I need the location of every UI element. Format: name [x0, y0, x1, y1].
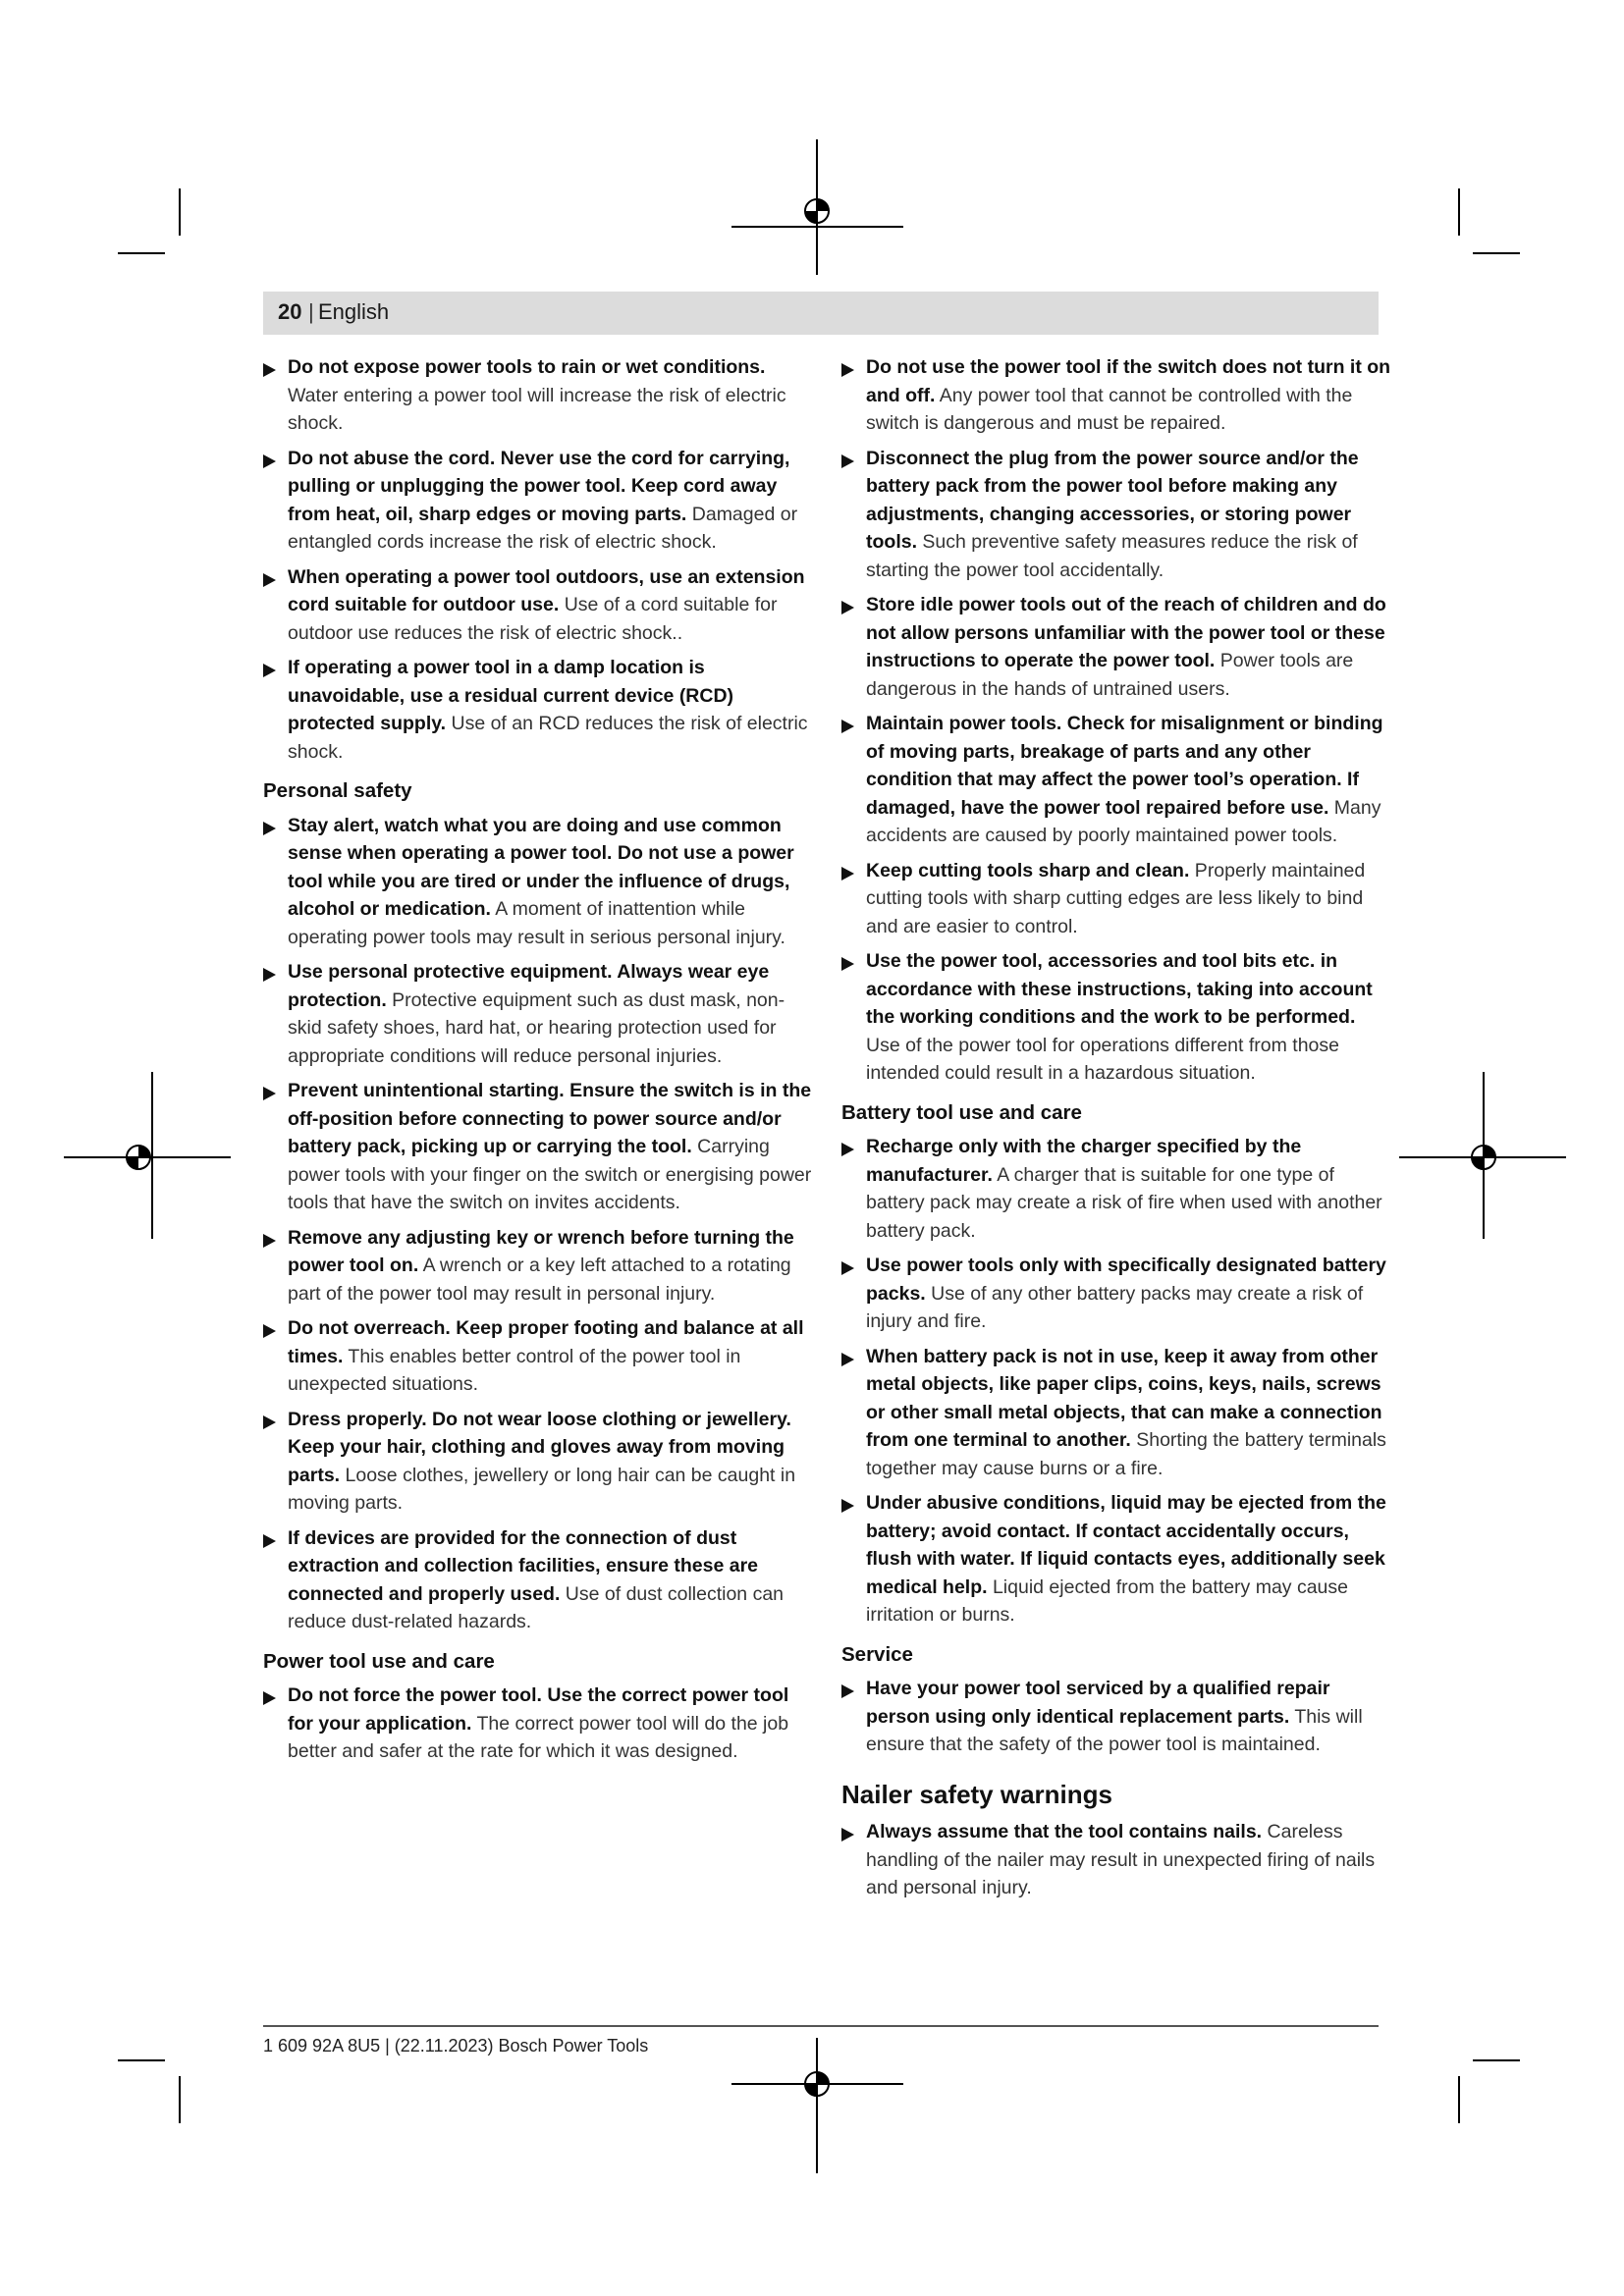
list-item	[841, 710, 1391, 850]
registration-mark-icon	[122, 1141, 155, 1174]
item-body-text: Use of dust collection can reduce dust-related hazards.	[288, 1582, 785, 1632]
item-body-text: Use of the power tool for operations different from those intended could result in a hazardous situation.	[866, 1034, 1339, 1084]
safety-list	[841, 353, 1391, 1088]
item-body-text: Any power tool that cannot be controlled with the switch is dangerous and must be repaired.	[866, 384, 1353, 434]
left-column	[263, 353, 813, 1773]
list-item	[841, 1133, 1391, 1245]
item-lead-text: Maintain power tools. Check for misalignment or binding of moving parts, breakage of parts and any other condition that may affect the power tool’s operation. If damaged, have the power tool repaired before use.	[866, 713, 1383, 819]
item-lead-text: When battery pack is not in use, keep it away from other metal objects, like paper clips, coins, keys, nails, screws or other small metal objects, that can make a connection from one terminal to another.	[866, 1345, 1382, 1451]
item-body-text: Many accidents are caused by poorly maintained power tools.	[866, 796, 1381, 846]
item-body-text: This enables better control of the power tool in unexpected situations.	[288, 1345, 741, 1395]
list-item	[263, 812, 813, 952]
item-lead-text: Use personal protective equipment. Always wear eye protection.	[288, 961, 770, 1011]
list-item	[263, 1224, 813, 1308]
item-lead-text: Recharge only with the charger specified by the manufacturer.	[866, 1136, 1302, 1186]
item-lead-text: Always assume that the tool contains nails.	[866, 1821, 1263, 1842]
page-header	[263, 292, 1379, 335]
section-heading-personal-safety: Personal safety	[263, 779, 412, 802]
item-body-text: Properly maintained cutting tools with sharp cutting edges are less likely to bind and are easier to control.	[866, 859, 1366, 937]
item-lead-text: Prevent unintentional starting. Ensure the switch is in the off-position before connecting to power source and/or battery pack, picking up or carrying the tool.	[288, 1080, 812, 1157]
registration-mark-icon	[800, 2067, 834, 2101]
section-heading-service: Service	[841, 1642, 913, 1666]
bullet-triangle-icon	[263, 454, 276, 468]
item-lead-text: Use power tools only with specifically designated battery packs.	[866, 1255, 1386, 1305]
bullet-triangle-icon	[841, 1499, 854, 1513]
section-heading-battery: Battery tool use and care	[841, 1100, 1082, 1124]
bullet-triangle-icon	[841, 1143, 854, 1156]
bullet-triangle-icon	[841, 867, 854, 881]
bullet-triangle-icon	[841, 1261, 854, 1275]
list-item	[841, 1252, 1391, 1336]
page-number: 20	[278, 299, 302, 324]
crop-mark	[118, 252, 165, 254]
crop-mark	[118, 2059, 165, 2061]
safety-list	[263, 1682, 813, 1766]
crop-mark	[1458, 188, 1460, 236]
item-body-text: Water entering a power tool will increase the risk of electric shock.	[288, 384, 786, 434]
item-lead-text: Dress properly. Do not wear loose clothing or jewellery. Keep your hair, clothing and gloves away from moving parts.	[288, 1408, 791, 1486]
list-item	[841, 591, 1391, 703]
safety-list	[263, 812, 813, 1636]
item-lead-text: Do not use the power tool if the switch does not turn it on and off.	[866, 356, 1391, 406]
bullet-triangle-icon	[841, 1684, 854, 1698]
safety-list	[841, 1818, 1391, 1902]
item-lead-text: Do not abuse the cord. Never use the cord for carrying, pulling or unplugging the power tool. Keep cord away from heat, oil, sharp edges or moving parts.	[288, 447, 790, 525]
bullet-triangle-icon	[263, 1415, 276, 1429]
list-item	[263, 353, 813, 438]
bullet-triangle-icon	[841, 454, 854, 468]
item-lead-text: Have your power tool serviced by a qualified repair person using only identical replacement parts.	[866, 1678, 1330, 1728]
list-item	[263, 1524, 813, 1636]
crop-mark	[1473, 2059, 1520, 2061]
bullet-triangle-icon	[841, 363, 854, 377]
crop-mark	[816, 2038, 818, 2173]
list-item	[263, 1406, 813, 1518]
list-item	[841, 1675, 1391, 1759]
bullet-triangle-icon	[263, 1087, 276, 1100]
bullet-triangle-icon	[841, 957, 854, 971]
page-footer: 1 609 92A 8U5 | (22.11.2023) Bosch Power Tools	[263, 2036, 649, 2056]
section-heading-power-tool-use: Power tool use and care	[263, 1649, 495, 1673]
list-item	[841, 445, 1391, 585]
bullet-triangle-icon	[263, 664, 276, 677]
bullet-triangle-icon	[263, 1234, 276, 1248]
list-item	[841, 947, 1391, 1088]
bullet-triangle-icon	[263, 1691, 276, 1705]
item-body-text: This will ensure that the safety of the power tool is maintained.	[866, 1705, 1363, 1755]
bullet-triangle-icon	[841, 601, 854, 614]
item-lead-text: If operating a power tool in a damp location is unavoidable, use a residual current device (RCD) protected supply.	[288, 657, 734, 734]
list-item	[263, 1314, 813, 1399]
list-item	[263, 1077, 813, 1217]
item-body-text: A moment of inattention while operating power tools may result in serious personal injury.	[288, 898, 785, 948]
registration-mark-icon	[800, 194, 834, 228]
crop-mark	[1458, 2076, 1460, 2123]
item-body-text: Careless handling of the nailer may result in unexpected firing of nails and personal injury.	[866, 1821, 1376, 1898]
bullet-triangle-icon	[841, 720, 854, 733]
item-body-text: Shorting the battery terminals together may cause burns or a fire.	[866, 1429, 1386, 1479]
registration-mark-icon	[1467, 1141, 1500, 1174]
footer-divider	[263, 2025, 1379, 2027]
item-lead-text: Use the power tool, accessories and tool bits etc. in accordance with these instructions, taking into account the working conditions and the work to be performed.	[866, 950, 1373, 1028]
bullet-triangle-icon	[263, 822, 276, 835]
list-item	[841, 1818, 1391, 1902]
header-language: English	[318, 299, 390, 324]
item-body-text: The correct power tool will do the job better and safer at the rate for which it was designed.	[288, 1712, 789, 1762]
safety-list	[841, 1133, 1391, 1629]
bullet-triangle-icon	[263, 1324, 276, 1338]
bullet-triangle-icon	[263, 968, 276, 982]
item-body-text: Damaged or entangled cords increase the risk of electric shock.	[288, 503, 798, 553]
list-item	[263, 445, 813, 557]
header-separator: |	[308, 299, 314, 324]
item-body-text: A charger that is suitable for one type of battery pack may create a risk of fire when used with another battery pack.	[866, 1163, 1382, 1242]
list-item	[841, 1343, 1391, 1483]
item-lead-text: Do not overreach. Keep proper footing and balance at all times.	[288, 1317, 804, 1367]
list-item	[263, 1682, 813, 1766]
item-body-text: Use of an RCD reduces the risk of electric shock.	[288, 713, 808, 763]
list-item	[263, 563, 813, 648]
item-lead-text: Disconnect the plug from the power source and/or the battery pack from the power tool before making any adjustments, changing accessories, or storing power tools.	[866, 447, 1359, 553]
item-body-text: Such preventive safety measures reduce the risk of starting the power tool accidentally.	[866, 531, 1358, 581]
safety-list	[841, 1675, 1391, 1759]
list-item	[841, 1489, 1391, 1629]
bullet-triangle-icon	[841, 1828, 854, 1842]
bullet-triangle-icon	[263, 1534, 276, 1548]
item-body-text: Use of any other battery packs may create a risk of injury and fire.	[866, 1282, 1364, 1332]
crop-mark	[179, 2076, 181, 2123]
item-body-text: A wrench or a key left attached to a rotating part of the power tool may result in personal injury.	[288, 1255, 791, 1305]
crop-mark	[1473, 252, 1520, 254]
list-item	[841, 857, 1391, 941]
safety-list	[263, 353, 813, 766]
bullet-triangle-icon	[263, 573, 276, 587]
list-item	[263, 654, 813, 766]
item-lead-text: When operating a power tool outdoors, use an extension cord suitable for outdoor use.	[288, 565, 805, 615]
right-column	[841, 353, 1391, 1909]
item-lead-text: Do not force the power tool. Use the correct power tool for your application.	[288, 1684, 789, 1735]
item-lead-text: Remove any adjusting key or wrench before turning the power tool on.	[288, 1226, 794, 1276]
item-lead-text: If devices are provided for the connection of dust extraction and collection facilities, ensure these are connected and properly used.	[288, 1526, 759, 1605]
bullet-triangle-icon	[263, 363, 276, 377]
item-body-text: Loose clothes, jewellery or long hair can be caught in moving parts.	[288, 1464, 796, 1514]
item-lead-text: Stay alert, watch what you are doing and use common sense when operating a power tool. Do not use a power tool while you are tired or under the influence of drugs, alcohol or medication.	[288, 814, 794, 920]
item-lead-text: Store idle power tools out of the reach of children and do not allow persons unfamiliar with the power tool or these instructions to operate the power tool.	[866, 594, 1386, 671]
item-body-text: Carrying power tools with your finger on the switch or energising power tools that have the switch on invites accidents.	[288, 1136, 812, 1213]
item-body-text: Power tools are dangerous in the hands of untrained users.	[866, 650, 1354, 700]
list-item	[263, 958, 813, 1070]
item-body-text: Protective equipment such as dust mask, non-skid safety shoes, hard hat, or hearing protection used for appropriate conditions will reduce personal injuries.	[288, 988, 785, 1067]
item-lead-text: Do not expose power tools to rain or wet conditions.	[288, 356, 766, 378]
crop-mark	[179, 188, 181, 236]
item-body-text: Use of a cord suitable for outdoor use reduces the risk of electric shock..	[288, 594, 778, 644]
item-lead-text: Under abusive conditions, liquid may be ejected from the battery; avoid contact. If contact accidentally occurs, flush with water. If liquid contacts eyes, additionally seek medical help.	[866, 1492, 1386, 1598]
item-body-text: Liquid ejected from the battery may cause irritation or burns.	[866, 1575, 1348, 1626]
list-item	[841, 353, 1391, 438]
bullet-triangle-icon	[841, 1353, 854, 1366]
item-lead-text: Keep cutting tools sharp and clean.	[866, 859, 1190, 881]
section-heading-nailer: Nailer safety warnings	[841, 1779, 1112, 1809]
